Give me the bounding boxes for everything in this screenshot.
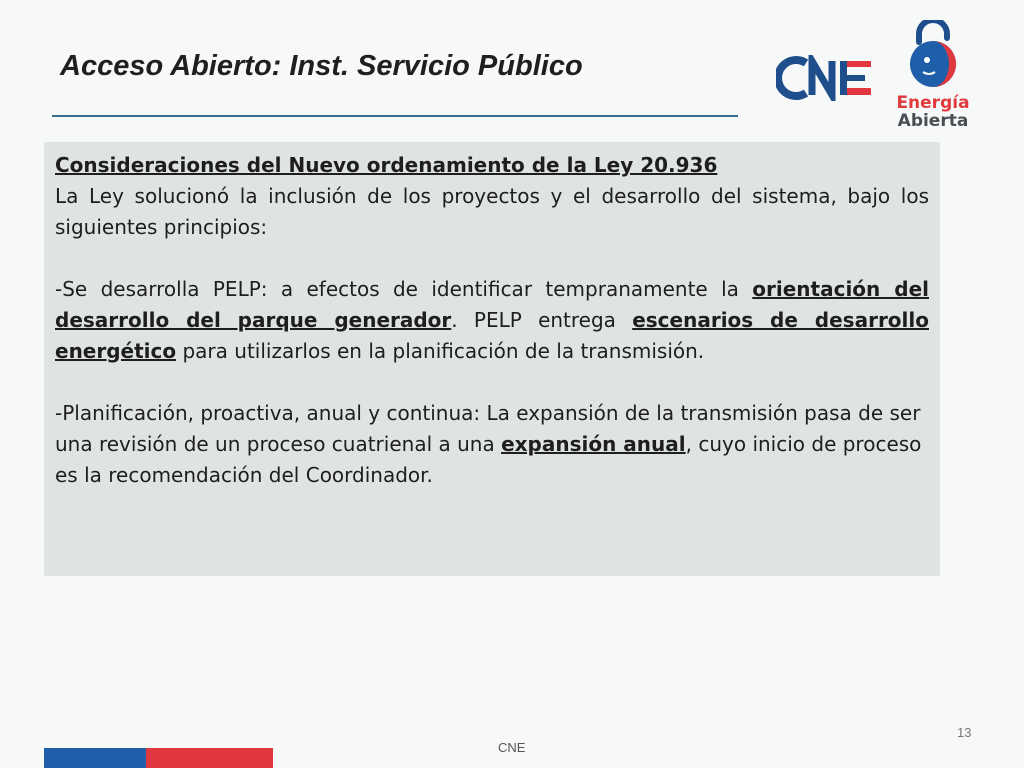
page-number: 13 [957,725,972,740]
pelp-text-c: . PELP entrega [451,308,633,332]
footer-bar-blue [44,748,146,768]
lock-face-icon [893,20,973,92]
pelp-paragraph [55,274,929,367]
pelp-text-e: para utilizarlos en la planificación de la transmisión. [176,339,705,363]
cne-logo [776,55,876,106]
footer-bar-red [146,748,273,768]
slide-title: Acceso Abierto: Inst. Servicio Público [60,50,583,82]
content-heading: Consideraciones del Nuevo ordenamiento de la Ley 20.936 [55,153,718,177]
energia-label: Energía [896,93,970,113]
content-box [44,142,940,576]
footer-label: CNE [498,740,526,755]
planificacion-paragraph [55,398,929,491]
pelp-emphasis-escenarios: escenarios de desarrollo energético [55,308,929,363]
abierta-label: Abierta [897,111,969,131]
intro-paragraph: La Ley solucionó la inclusión de los proyectos y el desarrollo del sistema, bajo los siguientes principios: [55,184,929,239]
plan-text-a: -Planificación, proactiva, anual y continua: La expansión de la transmisión pasa de ser una revisión de un proceso cuatrienal a una [55,401,921,456]
pelp-emphasis-orientation: orientación del desarrollo del parque generador [55,277,929,332]
title-divider [52,115,738,117]
plan-text-c: , cuyo inicio de proceso es la recomendación del Coordinador. [55,432,922,487]
energia-abierta-logo [893,20,973,135]
pelp-text-a: -Se desarrolla PELP: a efectos de identificar tempranamente la [55,277,753,301]
plan-emphasis-expansion: expansión anual [501,432,686,456]
